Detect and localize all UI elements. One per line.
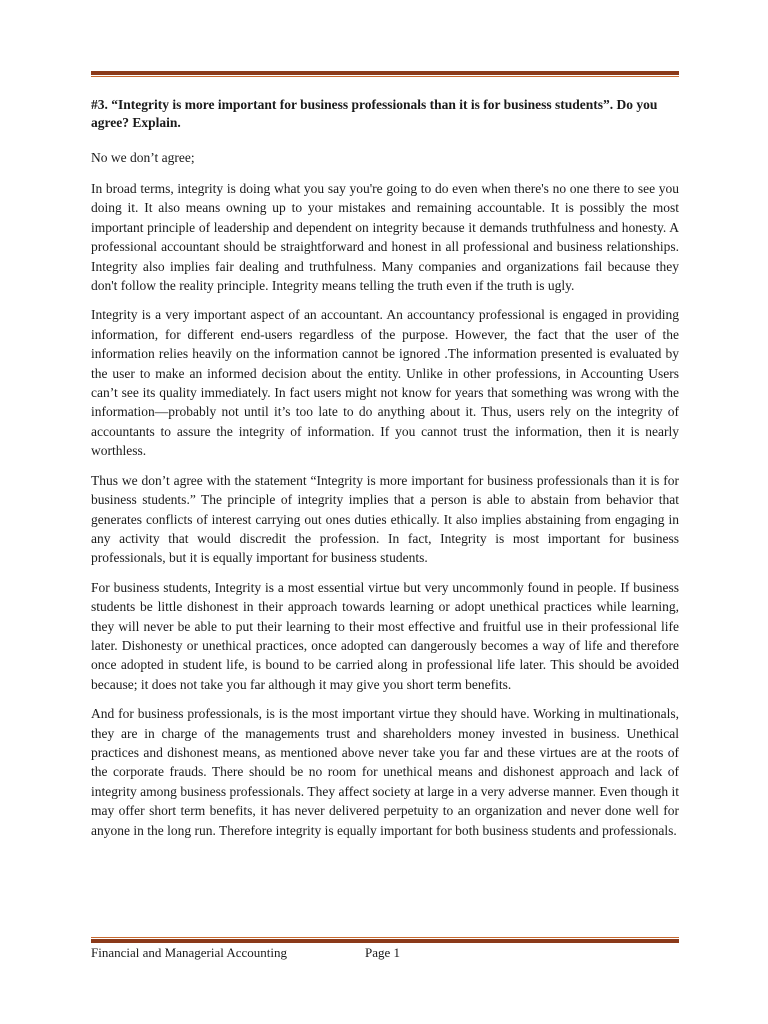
document-body [91,96,679,850]
header-rule [91,71,679,77]
footer-rule [91,937,679,943]
paragraph-definition: In broad terms, integrity is doing what you say you're going to do even when there's no one there to see you doing it. It also means owning up to your mistakes and remaining accountable. It is possibly the most important principle of leadership and dependent on integrity because it demands truthfulness and honesty. A professional accountant should be straightforward and honest in all professional and business relationships. Integrity also implies fair dealing and truthfulness. Many companies and organizations fail because they don't follow the reality principle. Integrity means telling the truth even if the truth is ugly. [91,181,679,294]
footer-course-title: Financial and Managerial Accounting [91,945,288,960]
paragraph-professionals: And for business professionals, is is the most important virtue they should have. Working in multinationals, they are in charge of the managements trust and shareholders money invested in business. Unethical practices and dishonest means, as mentioned above never take you far and these virtues are at the roots of the corporate frauds. There should be no room for unethical means and dishonest approach and lack of integrity among business professionals. They affect society at large in a very adverse manner. Even though it may offer short term benefits, it has never delivered perpetuity to an organization and never done well for anyone in the long run. Therefore integrity is equally important for both business students and professionals. [91,706,679,838]
paragraph-students: For business students, Integrity is a most essential virtue but very uncommonly found in people. If business students be little dishonest in their approach towards learning or adopt unethical practices while learning, they will never be able to put their learning to their most effective and fruitful use in their professional life later. Dishonesty or unethical practices, once adopted can dangerously becomes a way of life and therefore once adopted in student life, is bound to be carried along in professional life later. This should be avoided because; it does not take you far although it may give you short term benefits. [91,579,679,692]
paragraph-accountant: Integrity is a very important aspect of an accountant. An accountancy professional is engaged in providing information, for different end-users regardless of the purpose. However, the fact that the user of the information relies heavily on the information cannot be ignored .The information presented is evaluated by the user to make an informed decision about the entity. Unlike in other professions, in Accounting Users can’t see its quality immediately. In fact users might not know for years that something was wrong with the information—probably not until it’s too late to do anything about it. Thus, users rely on the integrity of accountants to assure the integrity of information. If you cannot trust the information, then it is nearly worthless. [91,307,679,459]
question-heading: #3. “Integrity is more important for business professionals than it is for business students”. Do you agree? Explain. [91,97,658,130]
footer-rule-thick-line [91,939,679,943]
header-rule-thin-line [91,76,679,77]
answer-lead: No we don’t agree; [91,150,195,165]
paragraph-disagreement: Thus we don’t agree with the statement “Integrity is more important for business professionals than it is for business students.” The principle of integrity implies that a person is able to abstain from behavior that generates conflicts of interest carrying out ones duties ethically. It also implies abstaining from engaging in any activity that would discredit the profession. In fact, Integrity is most important for business professionals, but it is equally important for business students. [91,472,679,566]
footer-page-number: Page 1 [365,945,401,960]
